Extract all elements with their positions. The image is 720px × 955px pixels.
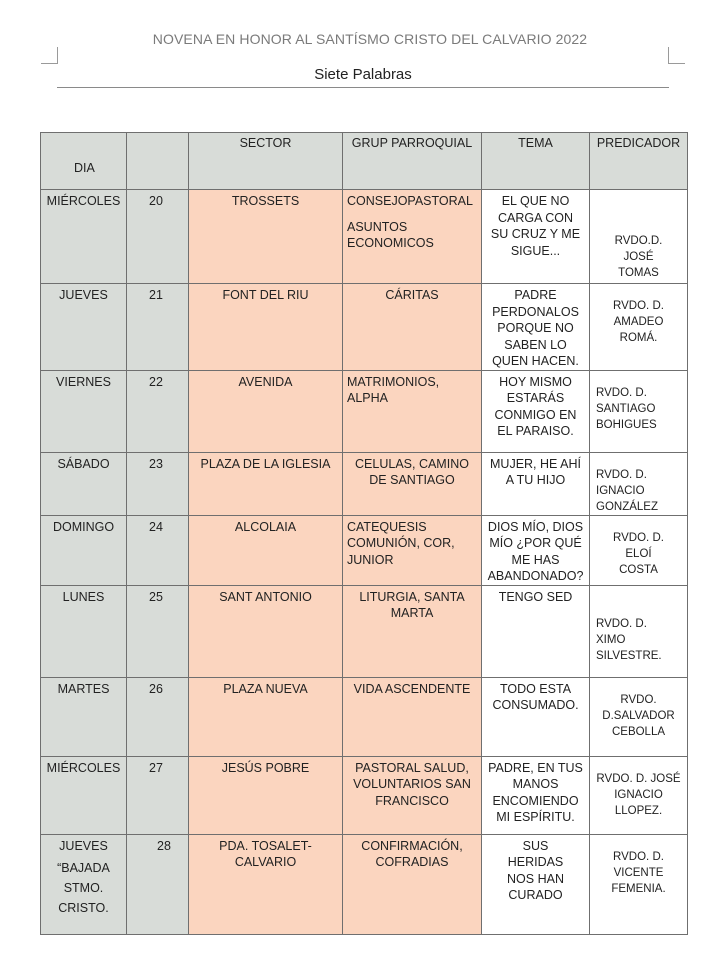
cell-sector: PLAZA NUEVA — [189, 677, 343, 756]
cell-number: 24 — [127, 515, 189, 585]
cell-sector: JESÚS POBRE — [189, 756, 343, 834]
cell-dia: LUNES — [41, 585, 127, 677]
table-row — [41, 515, 688, 585]
cell-predicador: RVDO. D. JOSÉ IGNACIO LLOPEZ. — [590, 756, 688, 834]
table-row — [41, 452, 688, 515]
cell-grupo: CELULAS, CAMINO DE SANTIAGO — [343, 452, 482, 515]
grupo-line-1: CONSEJOPASTORAL — [347, 194, 473, 208]
table-row — [41, 370, 688, 452]
cell-predicador: RVDO. D. AMADEO ROMÁ. — [590, 284, 688, 371]
page-header-title: NOVENA EN HONOR AL SANTÍSMO CRISTO DEL CALVARIO 2022 — [152, 31, 588, 47]
cell-number: 25 — [127, 585, 189, 677]
cell-dia: SÁBADO — [41, 452, 127, 515]
dia-line-1: JUEVES — [59, 838, 108, 853]
cell-grupo: LITURGIA, SANTA MARTA — [343, 585, 482, 677]
cell-tema: PADRE, EN TUS MANOS ENCOMIENDO MI ESPÍRITU. — [482, 756, 590, 834]
cell-predicador: RVDO. D. XIMO SILVESTRE. — [590, 585, 688, 677]
column-header-predicador: PREDICADOR — [590, 133, 688, 190]
column-header-number — [127, 133, 189, 190]
cell-predicador: RVDO. D. VICENTE FEMENIA. — [590, 834, 688, 934]
cell-tema: EL QUE NO CARGA CON SU CRUZ Y ME SIGUE... — [482, 190, 590, 284]
cell-dia — [41, 834, 127, 934]
cell-tema: PADRE PERDONALOS PORQUE NO SABEN LO QUEN HACEN. — [482, 284, 590, 371]
table-row — [41, 284, 688, 371]
page-corner-mark-left — [41, 47, 58, 64]
cell-predicador: RVDO.D. JOSÉ TOMAS — [590, 190, 688, 284]
cell-predicador: RVDO. D. ELOÍ COSTA — [590, 515, 688, 585]
cell-number: 20 — [127, 190, 189, 284]
cell-tema: MUJER, HE AHÍ A TU HIJO — [482, 452, 590, 515]
cell-sector: TROSSETS — [189, 190, 343, 284]
cell-sector: PLAZA DE LA IGLESIA — [189, 452, 343, 515]
cell-dia: MARTES — [41, 677, 127, 756]
cell-sector: SANT ANTONIO — [189, 585, 343, 677]
cell-sector: FONT DEL RIU — [189, 284, 343, 371]
cell-sector: ALCOLAIA — [189, 515, 343, 585]
header-divider — [57, 87, 669, 88]
cell-grupo: PASTORAL SALUD, VOLUNTARIOS SAN FRANCISCO — [343, 756, 482, 834]
cell-tema: DIOS MÍO, DIOS MÍO ¿POR QUÉ ME HAS ABANDONADO? — [482, 515, 590, 585]
cell-number: 28 — [127, 834, 189, 934]
cell-grupo: VIDA ASCENDENTE — [343, 677, 482, 756]
page-corner-mark-right — [668, 47, 685, 64]
cell-predicador: RVDO. D.SALVADOR CEBOLLA — [590, 677, 688, 756]
cell-predicador: RVDO. D. SANTIAGO BOHIGUES — [590, 370, 688, 452]
column-header-dia: DIA — [41, 133, 127, 190]
cell-dia: VIERNES — [41, 370, 127, 452]
cell-number: 21 — [127, 284, 189, 371]
cell-tema: TENGO SED — [482, 585, 590, 677]
column-header-grupo: GRUP PARROQUIAL — [343, 133, 482, 190]
table-row — [41, 677, 688, 756]
cell-dia: DOMINGO — [41, 515, 127, 585]
cell-tema: SUS HERIDAS NOS HAN CURADO — [482, 834, 590, 934]
page-subtitle: Siete Palabras — [314, 66, 412, 83]
table-row — [41, 585, 688, 677]
dia-line-2: “BAJADA STMO. CRISTO. — [57, 861, 110, 915]
cell-sector: PDA. TOSALET- CALVARIO — [189, 834, 343, 934]
table-row — [41, 756, 688, 834]
column-header-tema: TEMA — [482, 133, 590, 190]
cell-grupo: MATRIMONIOS, ALPHA — [343, 370, 482, 452]
cell-grupo: CATEQUESIS COMUNIÓN, COR, JUNIOR — [343, 515, 482, 585]
cell-grupo: CÁRITAS — [343, 284, 482, 371]
cell-number: 22 — [127, 370, 189, 452]
cell-grupo: CONFIRMACIÓN, COFRADIAS — [343, 834, 482, 934]
table-row — [41, 190, 688, 284]
cell-tema: HOY MISMO ESTARÁS CONMIGO EN EL PARAISO. — [482, 370, 590, 452]
cell-grupo — [343, 190, 482, 284]
table-header-row — [41, 133, 688, 190]
grupo-line-2: ASUNTOS ECONOMICOS — [347, 219, 434, 250]
cell-number: 23 — [127, 452, 189, 515]
cell-dia: MIÉRCOLES — [41, 756, 127, 834]
cell-sector: AVENIDA — [189, 370, 343, 452]
cell-number: 27 — [127, 756, 189, 834]
cell-number: 26 — [127, 677, 189, 756]
cell-tema: TODO ESTA CONSUMADO. — [482, 677, 590, 756]
cell-predicador: RVDO. D. IGNACIO GONZÁLEZ — [590, 452, 688, 515]
cell-dia: MIÉRCOLES — [41, 190, 127, 284]
column-header-sector: SECTOR — [189, 133, 343, 190]
novena-schedule-table — [40, 132, 688, 935]
table-row — [41, 834, 688, 934]
cell-dia: JUEVES — [41, 284, 127, 371]
